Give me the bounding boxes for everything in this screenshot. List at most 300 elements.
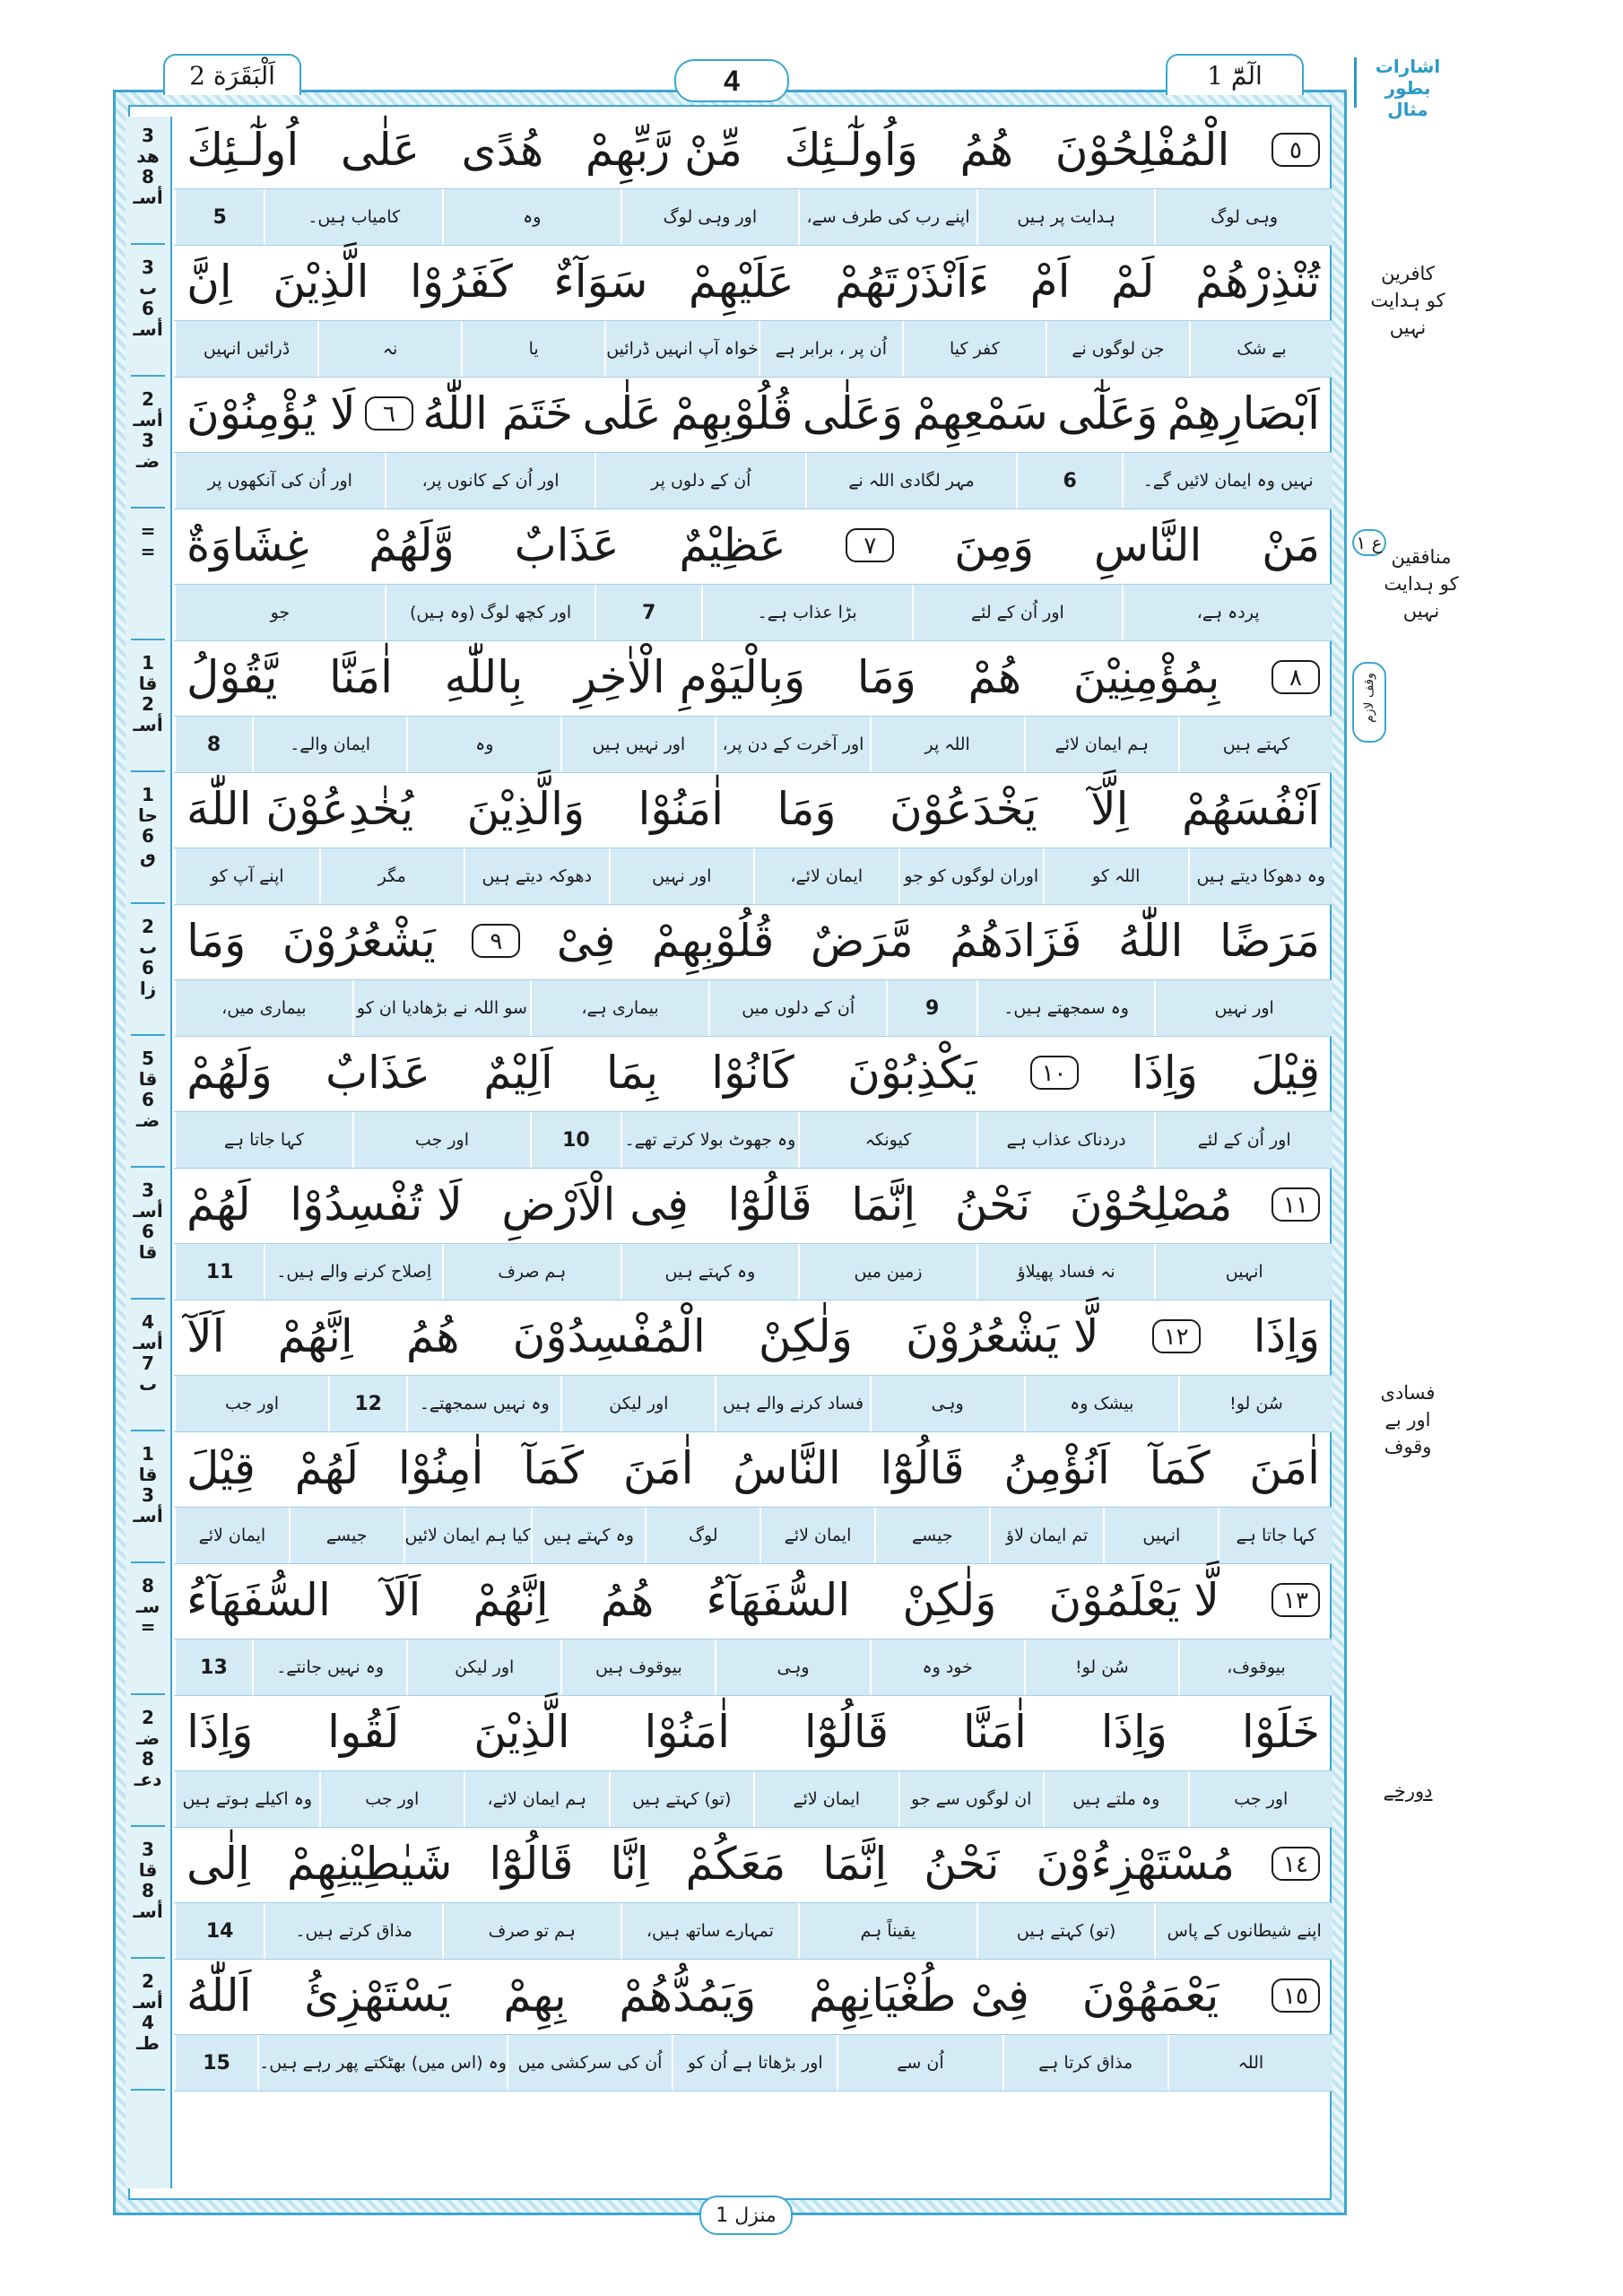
translation-cell: پردہ ہے، (1122, 585, 1332, 640)
arabic-word: وَّلَهُمْ (369, 519, 455, 571)
translation-cell: دھوکہ دیتے ہیں (464, 848, 609, 904)
translation-cell: سُن لو! (1024, 1639, 1178, 1695)
translation-line (174, 716, 1332, 773)
translation-cell: بیماری میں، (174, 980, 352, 1036)
left-marker: 3 قا 8 أسـ (133, 1839, 163, 1922)
translation-line (174, 1770, 1332, 1828)
arabic-word: لَّا يَشْعُرُوْنَ (906, 1310, 1099, 1362)
translation-cell: وہ دھوکا دیتے ہیں (1188, 848, 1333, 904)
translation-cell: بیشک وہ (1024, 1376, 1178, 1431)
arabic-word: عَلَيْهِمْ (688, 256, 794, 308)
arabic-word: خَتَمَ اللّٰهُ (422, 387, 574, 439)
arabic-word: وَلٰكِنْ (758, 1310, 853, 1362)
arabic-word: يَشْعُرُوْنَ (282, 915, 436, 967)
left-marker: = = (140, 520, 156, 562)
arabic-word: سَمْعِهِمْ (912, 387, 1048, 439)
translation-cell: وہ نہیں سمجھتے۔ (406, 1376, 560, 1431)
translation-cell: ایمان لائے، (753, 848, 898, 904)
arabic-word: مُسْتَهْزِءُوْنَ (1036, 1838, 1235, 1890)
translation-cell: اور کچھ لوگ (وہ ہیں) (385, 585, 595, 640)
translation-cell: ان لوگوں سے جو (898, 1771, 1044, 1827)
arabic-word: يَخْدَعُوْنَ (889, 783, 1037, 835)
arabic-word: النَّاسُ (733, 1442, 841, 1494)
arabic-word: لَهُمْ (187, 1178, 251, 1231)
arabic-word: بِاللّٰهِ (444, 651, 524, 703)
ayah-number-marker: ١٠ (1030, 1056, 1079, 1090)
arabic-word: قِيْلَ (187, 1442, 256, 1494)
ayah-number-marker: ١٤ (1271, 1847, 1320, 1881)
translation-cell: ہم ایمان لائے، (464, 1771, 609, 1827)
translation-line (174, 1902, 1332, 1960)
arabic-word: الَّذِيْنَ (473, 1706, 570, 1758)
para-name-tab: الٓمّٓ 1 (1166, 54, 1304, 95)
left-marker: 3 هد 8 أسـ (133, 125, 163, 208)
side-title-bar (1354, 57, 1357, 108)
translation-cell: اپنے شیطانوں کے پاس (1154, 1903, 1332, 1959)
arabic-word: فَزَادَهُمُ (950, 915, 1082, 967)
side-title: اشارات بطور مثال (1375, 56, 1441, 120)
arabic-line (174, 1433, 1332, 1503)
arabic-word: هُمُ (600, 1574, 655, 1626)
translation-cell: جیسے (874, 1508, 989, 1563)
arabic-word: اللّٰهُ (1117, 915, 1184, 967)
translation-cell: سو اللہ نے بڑھادیا ان کو (352, 980, 531, 1036)
arabic-word: وَيَمُدُّهُمْ (619, 1970, 757, 2022)
arabic-word: بِمَا (605, 1047, 658, 1099)
translation-cell: اور جب (1188, 1771, 1333, 1827)
translation-cell: خود وہ (870, 1639, 1024, 1695)
arabic-word: وَاِذَا (187, 1706, 254, 1758)
translation-cell: 9 (886, 980, 976, 1036)
translation-cell: وہ سمجھتے ہیں۔ (976, 980, 1155, 1036)
ayah-number-marker: ١٥ (1271, 1979, 1320, 2013)
translation-cell: کیا ہم ایمان لائیں (404, 1508, 531, 1563)
translation-line (174, 848, 1332, 905)
arabic-line (174, 247, 1332, 317)
translation-cell: اُن سے (837, 2035, 1002, 2091)
left-marker: 2 أسـ 3 ضـ (133, 388, 163, 472)
ayah-number-marker: ٥ (1271, 133, 1320, 167)
arabic-word: نَحْنُ (954, 1178, 1031, 1231)
arabic-word: غِشَاوَةٌ (187, 519, 309, 571)
arabic-line (174, 1565, 1332, 1635)
left-marker: 2 أسـ 4 طـ (133, 1970, 163, 2054)
translation-cell: بے شک (1189, 321, 1332, 377)
translation-cell: مذاق کرتا ہے (1002, 2035, 1167, 2091)
translation-cell: خواہ آپ انہیں ڈرائیں (604, 321, 759, 377)
translation-cell: اور وہی لوگ (621, 189, 799, 245)
translation-cell: ایمان لائے (174, 1508, 289, 1563)
ayah-number-marker: ٨ (1271, 660, 1320, 694)
translation-cell: وہ اکیلے ہوتے ہیں (174, 1771, 319, 1827)
translation-cell: فساد کرنے والے ہیں (715, 1376, 869, 1431)
translation-cell: اور اُن کی آنکھوں پر (174, 453, 385, 509)
arabic-word: عَظِيْمٌ (679, 519, 786, 571)
arabic-word: اٰمَنَ (622, 1442, 694, 1494)
translation-cell: اور لیکن (406, 1639, 560, 1695)
arabic-word: الَّذِيْنَ (273, 256, 369, 308)
translation-cell: اللہ پر (870, 717, 1024, 772)
note-dorukhe: دورخے (1383, 1780, 1433, 1802)
arabic-line (174, 1697, 1332, 1767)
translation-cell: اور جب (174, 1376, 328, 1431)
arabic-word: اٰمِنُوْا (397, 1442, 484, 1494)
translation-line (174, 1507, 1332, 1564)
arabic-word: اَبْصَارِهِمْ (1167, 387, 1320, 439)
translation-cell: وہ نہیں جانتے۔ (252, 1639, 406, 1695)
translation-cell: اللہ (1167, 2035, 1332, 2091)
arabic-word: النَّاسِ (1093, 519, 1202, 571)
arabic-word: مَّرَضٌ (810, 915, 914, 967)
waqf-lazim-mark: وقف لازم (1352, 662, 1386, 743)
translation-cell: اور آخرت کے دن پر، (715, 717, 869, 772)
translation-cell: ایمان لائے (753, 1771, 898, 1827)
translation-cell: بڑا عذاب ہے۔ (701, 585, 912, 640)
arabic-word: وَلَهُمْ (187, 1047, 273, 1099)
left-marker: 1 قا 3 أسـ (133, 1443, 163, 1526)
arabic-word: اُولٰٓـئِكَ (187, 124, 299, 176)
translation-cell: ڈرائیں انہیں (174, 321, 317, 377)
surah-name-tab: اَلْبَقَرَة 2 (163, 54, 301, 95)
arabic-word: وَعَلٰٓى (1057, 387, 1159, 439)
arabic-word: اَلَآ (382, 1574, 421, 1626)
translation-cell: کہا جاتا ہے (1218, 1508, 1332, 1563)
arabic-word: قَالُوْٓا (803, 1706, 889, 1758)
arabic-word: السُّفَهَآءُ (187, 1574, 331, 1626)
translation-line (174, 1639, 1332, 1696)
arabic-line (174, 378, 1332, 448)
arabic-word: اٰمَنُوْا (644, 1706, 731, 1758)
ayah-number-marker: ٩ (472, 924, 520, 958)
translation-cell: وہ ملتے ہیں (1043, 1771, 1188, 1827)
translation-cell: کیونکہ (798, 1112, 976, 1168)
translation-cell: سُن لو! (1178, 1376, 1332, 1431)
arabic-word: نَحْنُ (924, 1838, 1000, 1890)
translation-cell: بیماری ہے، (530, 980, 708, 1036)
arabic-word: لَقُوا (327, 1706, 400, 1758)
arabic-word: يَكْذِبُوْنَ (847, 1047, 977, 1099)
left-marker: 3 ٮ 6 أسـ (133, 257, 163, 340)
arabic-line (174, 774, 1332, 844)
arabic-word: وَعَلٰى (802, 387, 904, 439)
note-kafireen: کافرین کو ہدایت نہیں (1370, 263, 1445, 338)
arabic-word: اٰمَنَ (1249, 1442, 1320, 1494)
arabic-word: شَيٰطِيْنِهِمْ (286, 1838, 453, 1890)
left-marker-divider (131, 507, 165, 509)
arabic-word: وَمَا (187, 915, 247, 967)
translation-cell: یقیناً ہم (798, 1903, 976, 1959)
ayah-number-marker: ٦ (365, 396, 413, 430)
translation-line (174, 1111, 1332, 1169)
arabic-word: اٰمَنَّا (962, 1706, 1027, 1758)
arabic-word: وَالَّذِيْنَ (466, 783, 586, 835)
arabic-word: قَالُوْٓا (489, 1838, 574, 1890)
arabic-word: لَهُمْ (294, 1442, 360, 1494)
translation-cell: بیوقوف، (1178, 1639, 1332, 1695)
left-marker-divider (131, 639, 165, 640)
arabic-word: هُمْ (968, 651, 1022, 703)
translation-cell: انہیں (1103, 1508, 1218, 1563)
arabic-word: وَلٰكِنْ (902, 1574, 997, 1626)
arabic-word: فِى الْاَرْضِ (501, 1178, 689, 1231)
translation-line (174, 584, 1332, 641)
arabic-word: اِنَّا (610, 1838, 649, 1890)
translation-cell: کہتے ہیں (1178, 717, 1332, 772)
arabic-word: وَاِذَا (1131, 1047, 1198, 1099)
arabic-word: يُخٰدِعُوْنَ اللّٰهَ (187, 783, 414, 835)
ayah-number-marker: ١١ (1271, 1187, 1320, 1222)
arabic-line (174, 510, 1332, 580)
translation-cell: اور لیکن (560, 1376, 715, 1431)
arabic-line (174, 1301, 1332, 1371)
translation-cell: نہ فساد پھیلاؤ (976, 1244, 1155, 1300)
arabic-word: اِلَّآ (1090, 783, 1129, 835)
arabic-word: كَمَآ (1149, 1442, 1211, 1494)
arabic-word: قَالُوْٓا (880, 1442, 965, 1494)
translation-cell: نہ (317, 321, 461, 377)
arabic-word: قُلُوْبِهِمْ (651, 915, 775, 967)
arabic-word: لَا تُفْسِدُوْا (290, 1178, 463, 1231)
arabic-word: اَنُؤْمِنُ (1003, 1442, 1110, 1494)
arabic-word: اَللّٰهُ (187, 1970, 252, 2022)
translation-line (174, 979, 1332, 1037)
arabic-word: وَاِذَا (1100, 1706, 1167, 1758)
arabic-word: وَمَا (856, 651, 916, 703)
translation-cell: وہ (406, 717, 560, 772)
ruku-mark: ع ١ (1352, 529, 1386, 556)
translation-cell: 5 (174, 189, 264, 245)
left-marker-divider (131, 375, 165, 377)
arabic-word: خَلَوْا (1241, 1706, 1320, 1758)
arabic-word: كَمَآ (523, 1442, 585, 1494)
note-fasadi: فسادی اور بے وقوف (1380, 1382, 1436, 1457)
left-marker: 8 سـ = (135, 1575, 161, 1638)
translation-cell: کہا جاتا ہے (174, 1112, 352, 1168)
arabic-word: الْمُفْسِدُوْنَ (512, 1310, 706, 1362)
translation-cell: اور اُن کے لئے (912, 585, 1123, 640)
arabic-line (174, 1038, 1332, 1108)
translation-cell: اور اُن کے لئے (1154, 1112, 1332, 1168)
translation-cell: 8 (174, 717, 252, 772)
arabic-word: بِمُؤْمِنِيْنَ (1072, 651, 1220, 703)
arabic-word: اِنَّهُمْ (277, 1310, 353, 1362)
arabic-word: اِنَّ (187, 256, 232, 308)
left-marker-divider (131, 1298, 165, 1300)
translation-cell: 7 (595, 585, 700, 640)
arabic-word: مُصْلِحُوْنَ (1069, 1178, 1233, 1231)
arabic-line (174, 1170, 1332, 1239)
translation-line (174, 452, 1332, 509)
translation-cell: دردناک عذاب ہے (976, 1112, 1155, 1168)
arabic-word: عَذَابٌ (514, 519, 620, 571)
left-marker-divider (131, 243, 165, 245)
translation-cell: اور اُن کے کانوں پر، (385, 453, 595, 509)
left-marker: 1 حا 6 ٯ (138, 784, 158, 867)
arabic-line (174, 642, 1332, 712)
translation-cell: تمہارے ساتھ ہیں، (621, 1903, 799, 1959)
arabic-word: مَرَضًا (1219, 915, 1320, 967)
arabic-word: فِىْ طُغْيَانِهِمْ (809, 1970, 1029, 2022)
arabic-word: اٰمَنُوْا (638, 783, 724, 835)
left-marker-divider (131, 1034, 165, 1036)
left-marker-divider (131, 1430, 165, 1431)
arabic-word: عَلٰى (582, 387, 662, 439)
left-marker-divider (131, 1693, 165, 1695)
translation-cell: وہی لوگ (1154, 189, 1332, 245)
left-marker-divider (131, 2089, 165, 2091)
translation-cell: ہم صرف (442, 1244, 621, 1300)
translation-cell: (تو) کہتے ہیں (609, 1771, 754, 1827)
left-marker: 2 ضـ 8 دعـ (134, 1707, 162, 1790)
arabic-word: يَسْتَهْزِئُ (304, 1970, 451, 2022)
page-number: 4 (674, 59, 789, 102)
arabic-word: وَاُولٰٓـئِكَ (784, 124, 918, 176)
translation-cell: اُن پر ، برابر ہے (759, 321, 902, 377)
arabic-word: اَلَآ (187, 1310, 225, 1362)
translation-cell: 12 (328, 1376, 406, 1431)
translation-cell: اِصلاح کرنے والے ہیں۔ (264, 1244, 442, 1300)
arabic-word: وَمَا (777, 783, 837, 835)
left-marker-divider (131, 1166, 165, 1168)
translation-cell: وہ (442, 189, 621, 245)
translation-cell: اور نہیں (1154, 980, 1332, 1036)
arabic-word: مِّنْ رَّبِّهِمْ (585, 124, 742, 176)
arabic-line (174, 1829, 1332, 1899)
translation-cell: اپنے آپ کو (174, 848, 319, 904)
translation-cell: اور نہیں (609, 848, 754, 904)
arabic-word: قُلُوْبِهِمْ (670, 387, 794, 439)
translation-cell: اور بڑھاتا ہے اُن کو (672, 2035, 837, 2091)
translation-cell: وہی (715, 1639, 869, 1695)
arabic-line (174, 1961, 1332, 2031)
note-munafiqeen: منافقین کو ہدایت نہیں (1384, 546, 1459, 622)
translation-cell: وہ جھوٹ بولا کرتے تھے۔ (621, 1112, 799, 1168)
arabic-line (174, 115, 1332, 185)
manzil-label: منزل 1 (699, 2196, 793, 2235)
translation-cell: وہ (اس میں) بھٹکتے پھر رہے ہیں۔ (257, 2035, 507, 2091)
translation-cell: ایمان والے۔ (252, 717, 406, 772)
arabic-word: هُدًى (461, 124, 544, 176)
translation-cell: وہ کہتے ہیں (621, 1244, 799, 1300)
translation-cell: ہدایت پر ہیں (976, 189, 1155, 245)
translation-cell: انہیں (1154, 1244, 1332, 1300)
translation-cell: جیسے (289, 1508, 404, 1563)
translation-cell: کامیاب ہیں۔ (264, 189, 442, 245)
arabic-word: وَبِالْيَوْمِ الْاٰخِرِ (574, 651, 806, 703)
arabic-word: قَالُوْٓا (727, 1178, 812, 1231)
arabic-word: يَعْمَهُوْنَ (1081, 1970, 1219, 2022)
arabic-word: السُّفَهَآءُ (706, 1574, 851, 1626)
arabic-word: الْمُفْلِحُوْنَ (1055, 124, 1230, 176)
arabic-word: اِنَّمَا (851, 1178, 916, 1231)
translation-cell: 11 (174, 1244, 264, 1300)
arabic-word: كَفَرُوْا (410, 256, 513, 308)
translation-cell: اور جب (319, 1771, 464, 1827)
arabic-word: تُنْذِرْهُمْ (1194, 256, 1320, 308)
arabic-word: عَلٰى (340, 124, 420, 176)
translation-line (174, 188, 1332, 246)
translation-cell: مہر لگادی اللہ نے (805, 453, 1016, 509)
arabic-word: هُمُ (959, 124, 1014, 176)
translation-cell: جو (174, 585, 385, 640)
left-marker: 2 ٮ 6 زا (138, 916, 158, 999)
ayah-number-marker: ٧ (846, 528, 894, 562)
translation-line (174, 1375, 1332, 1432)
arabic-word: وَاِذَا (1253, 1310, 1320, 1362)
ayah-number-marker: ١٢ (1152, 1319, 1201, 1353)
translation-cell: اور نہیں ہیں (560, 717, 715, 772)
translation-cell: 6 (1016, 453, 1122, 509)
arabic-word: اَنْفُسَهُمْ (1181, 783, 1320, 835)
arabic-word: اِنَّهُمْ (473, 1574, 549, 1626)
translation-cell: ہم ایمان لائے (1024, 717, 1178, 772)
translation-cell: مگر (319, 848, 464, 904)
translation-cell: بیوقوف ہیں (560, 1639, 715, 1695)
translation-cell: کفر کیا (902, 321, 1046, 377)
translation-cell: 13 (174, 1639, 252, 1695)
left-marker: 5 قا 6 ضـ (135, 1048, 161, 1131)
translation-cell: (تو) کہتے ہیں (976, 1903, 1155, 1959)
translation-cell: اُن کے دلوں پر (595, 453, 805, 509)
arabic-word: لَّا يَعْلَمُوْنَ (1048, 1574, 1219, 1626)
translation-cell: زمین میں (798, 1244, 976, 1300)
arabic-word: فِىْ (556, 915, 616, 967)
arabic-word: مَعَكُمْ (685, 1838, 786, 1890)
translation-cell: یا (461, 321, 604, 377)
translation-cell: اللہ کو (1043, 848, 1188, 904)
translation-cell: 14 (174, 1903, 264, 1959)
translation-cell: جن لوگوں نے (1046, 321, 1189, 377)
arabic-word: سَوَآءٌ (553, 256, 648, 308)
arabic-word: بِهِمْ (503, 1970, 567, 2022)
translation-cell: 15 (174, 2035, 257, 2091)
translation-line (174, 320, 1332, 378)
translation-cell: اوران لوگوں کو جو (898, 848, 1044, 904)
arabic-word: اِنَّمَا (822, 1838, 888, 1890)
translation-cell: وہی (870, 1376, 1024, 1431)
arabic-word: اَمْ (1029, 256, 1071, 308)
left-marker: 3 أسـ 6 قا (133, 1179, 163, 1263)
left-marker-divider (131, 1957, 165, 1959)
arabic-word: لَمْ (1110, 256, 1155, 308)
left-marker-divider (131, 1825, 165, 1827)
translation-cell: وہ کہتے ہیں (531, 1508, 646, 1563)
translation-cell: ایمان لائے (759, 1508, 874, 1563)
left-marker: 4 أسـ 7 ٮ (133, 1311, 163, 1395)
translation-line (174, 1243, 1332, 1300)
arabic-line (174, 906, 1332, 976)
arabic-word: يَّقُوْلُ (187, 651, 278, 703)
left-marker-divider (131, 1561, 165, 1563)
translation-cell: اور جب (352, 1112, 531, 1168)
translation-cell: تم ایمان لاؤ (989, 1508, 1104, 1563)
arabic-word: عَذَابٌ (325, 1047, 431, 1099)
translation-cell: لوگ (645, 1508, 759, 1563)
translation-cell: اُن کے دلوں میں (708, 980, 887, 1036)
arabic-word: لَا يُؤْمِنُوْنَ (187, 387, 356, 439)
translation-cell: اپنے رب کی طرف سے، (798, 189, 976, 245)
arabic-word: وَمِنَ (954, 519, 1035, 571)
left-marker-divider (131, 770, 165, 772)
arabic-word: قِيْلَ (1251, 1047, 1320, 1099)
translation-cell: 10 (530, 1112, 620, 1168)
arabic-word: كَانُوْا (711, 1047, 794, 1099)
arabic-word: مَنْ (1262, 519, 1320, 571)
left-marker: 1 قا 2 أسـ (133, 652, 163, 735)
translation-cell: اُن کی سرکشی میں (507, 2035, 672, 2091)
translation-cell: نہیں وہ ایمان لائیں گے۔ (1122, 453, 1332, 509)
arabic-word: ءَاَنْذَرْتَهُمْ (835, 256, 990, 308)
